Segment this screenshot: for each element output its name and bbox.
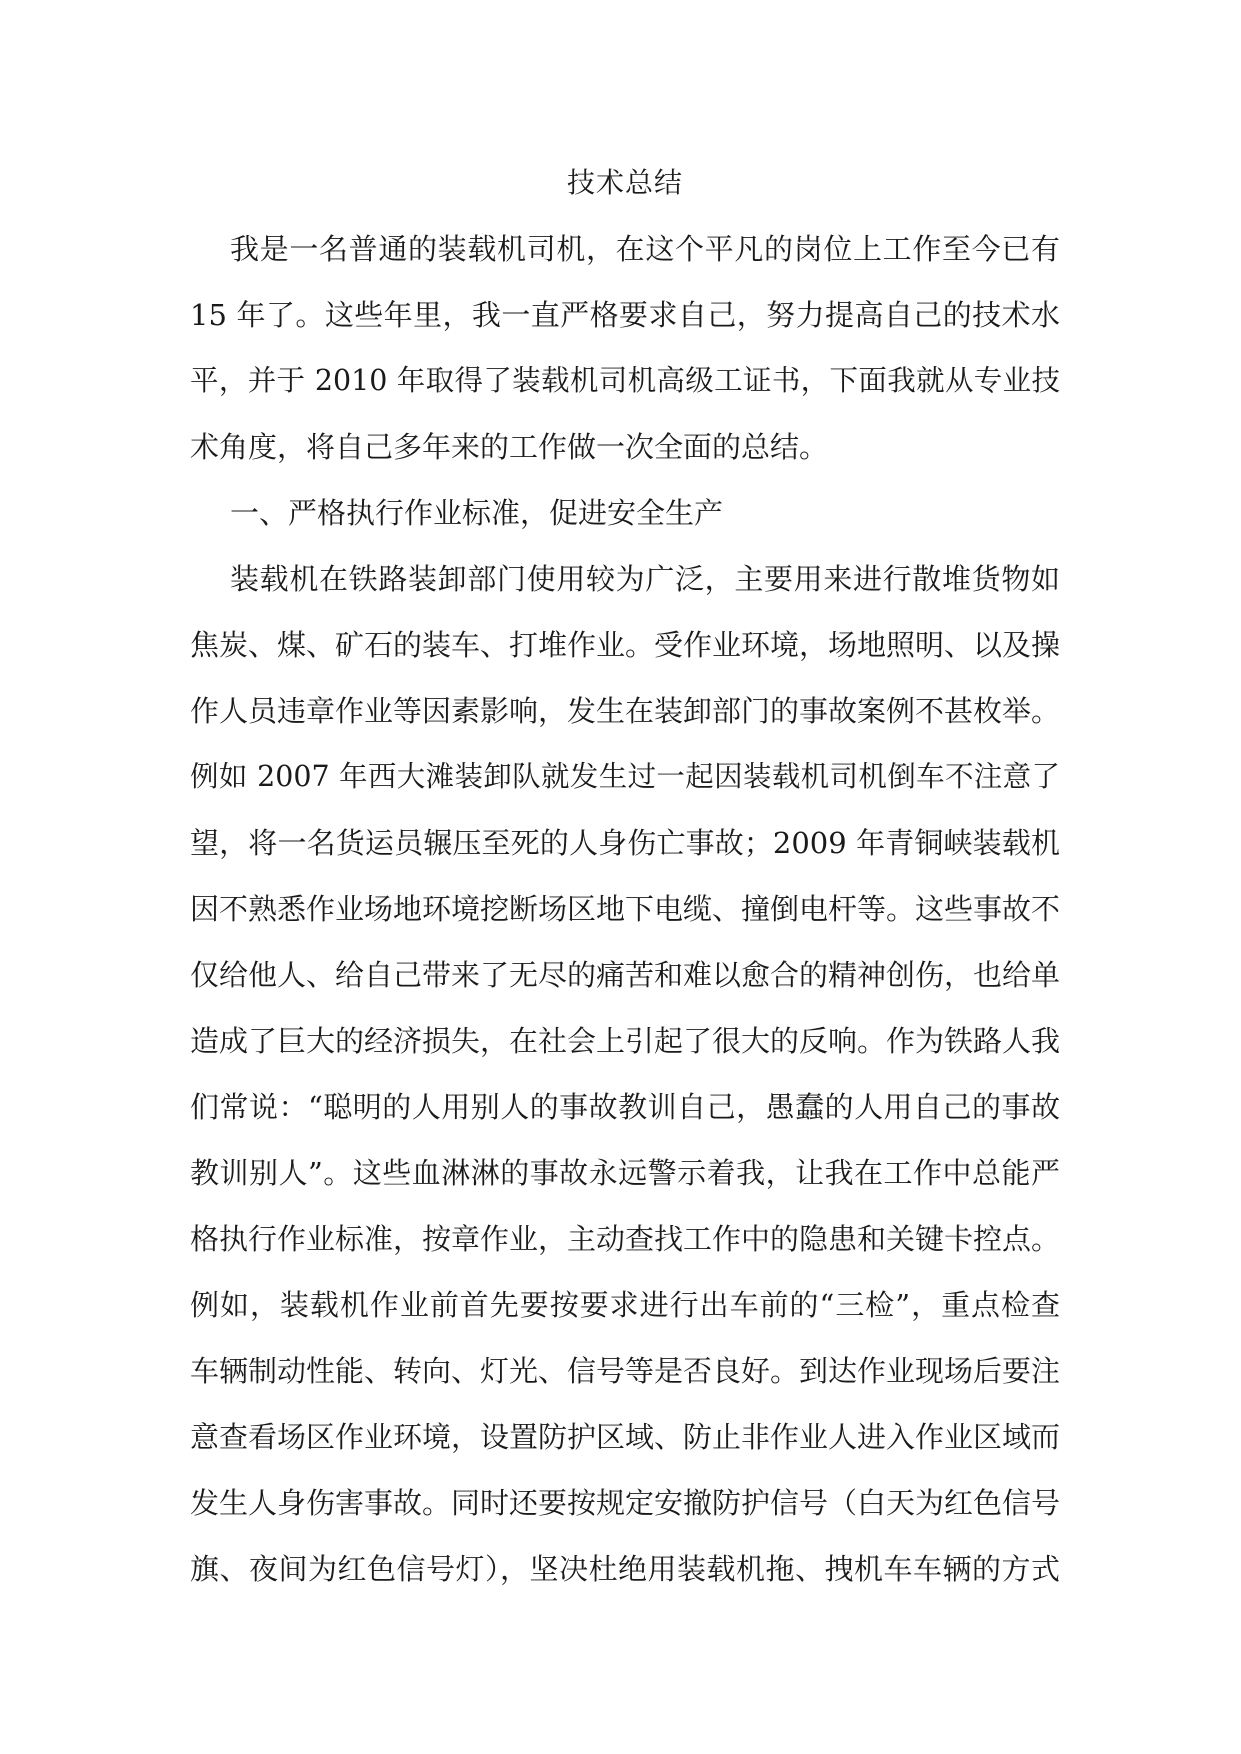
document-text <box>190 216 1060 1602</box>
text-line: 意查看场区作业环境，设置防护区域、防止非作业人进入作业区域而 <box>190 1420 1061 1454</box>
document-title: 技术总结 <box>566 166 683 199</box>
text-line: 发生人身伤害事故。同时还要按规定安撤防护信号（白天为红色信号 <box>190 1486 1061 1520</box>
text-line: 例如 2007 年西大滩装卸队就发生过一起因装载机司机倒车不注意了 <box>190 760 1060 793</box>
text-line: 作人员违章作业等因素影响，发生在装卸部门的事故案例不甚枚举。 <box>190 694 1061 728</box>
text-line: 15 年了。这些年里，我一直严格要求自己，努力提高自己的技术水 <box>190 298 1060 332</box>
text-line: 望，将一名货运员辗压至死的人身伤亡事故；2009 年青铜峡装载机 <box>190 826 1060 860</box>
section-heading: 一、严格执行作业标准，促进安全生产 <box>230 496 724 530</box>
text-line: 因不熟悉作业场地环境挖断场区地下电缆、撞倒电杆等。这些事故不 <box>190 892 1061 926</box>
text-line: 教训别人”。这些血淋淋的事故永远警示着我，让我在工作中总能严 <box>190 1156 1060 1190</box>
document-body <box>190 150 1060 1602</box>
text-line: 我是一名普通的装载机司机，在这个平凡的岗位上工作至今已有 <box>230 232 1060 266</box>
text-line: 焦炭、煤、矿石的装车、打堆作业。受作业环境，场地照明、以及操 <box>190 628 1061 662</box>
text-line: 装载机在铁路装卸部门使用较为广泛，主要用来进行散堆货物如 <box>230 562 1060 596</box>
text-line: 平，并于 2010 年取得了装载机司机高级工证书，下面我就从专业技 <box>190 364 1060 397</box>
text-line: 旗、夜间为红色信号灯），坚决杜绝用装载机拖、拽机车车辆的方式 <box>190 1552 1060 1586</box>
text-line: 造成了巨大的经济损失，在社会上引起了很大的反响。作为铁路人我 <box>190 1024 1061 1058</box>
text-line: 仅给他人、给自己带来了无尽的痛苦和难以愈合的精神创伤，也给单 <box>190 958 1061 992</box>
text-line: 车辆制动性能、转向、灯光、信号等是否良好。到达作业现场后要注 <box>190 1354 1061 1388</box>
text-line: 术角度，将自己多年来的工作做一次全面的总结。 <box>190 430 829 464</box>
text-line: 格执行作业标准，按章作业，主动查找工作中的隐患和关键卡控点。 <box>190 1222 1061 1256</box>
text-line: 们常说：“聪明的人用别人的事故教训自己，愚蠢的人用自己的事故 <box>190 1090 1060 1124</box>
text-line: 例如，装载机作业前首先要按要求进行出车前的“三检”，重点检查 <box>190 1288 1060 1322</box>
